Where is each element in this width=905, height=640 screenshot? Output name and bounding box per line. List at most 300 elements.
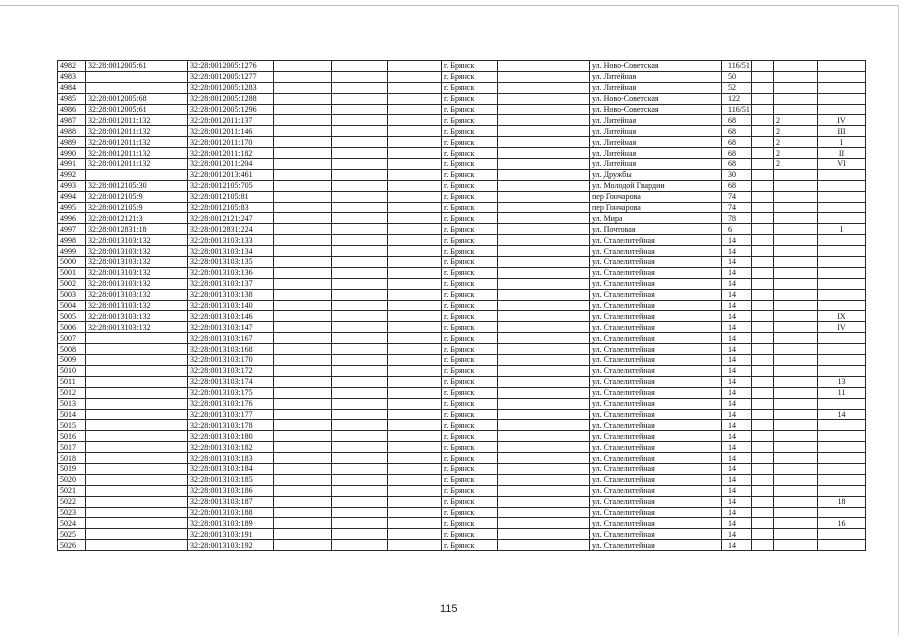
cell-cadastral: 32:28:0013103:138 [188,289,274,300]
cell-city: г. Брянск [442,159,498,170]
cell-c7 [498,496,590,507]
cell-section [774,485,818,496]
cell-c7 [498,180,590,191]
cell-house: 74 [722,191,752,202]
cell-num: 4999 [58,246,86,257]
cell-c7 [498,115,590,126]
cell-c4 [332,93,388,104]
cell-house: 116/51 [722,61,752,72]
cell-c5 [388,398,442,409]
cell-c10 [752,289,774,300]
table-row [58,61,866,72]
cell-c10 [752,82,774,93]
cell-c7 [498,202,590,213]
cell-street: ул. Сталелитейная [590,333,722,344]
cell-section [774,257,818,268]
cell-parent_cadastral: 32:28:0013103:132 [86,246,188,257]
cell-c3 [274,365,332,376]
cell-street: ул. Литейная [590,126,722,137]
cell-c3 [274,431,332,442]
cell-c10 [752,257,774,268]
cell-street: ул. Сталелитейная [590,474,722,485]
table-row [58,463,866,474]
cell-parent_cadastral [86,431,188,442]
cell-c7 [498,518,590,529]
cell-roman [818,213,866,224]
cell-c4 [332,257,388,268]
cell-street: ул. Сталелитейная [590,355,722,366]
cell-house: 14 [722,485,752,496]
table-row [58,191,866,202]
cell-parent_cadastral: 32:28:0013103:132 [86,289,188,300]
cell-city: г. Брянск [442,257,498,268]
table-row [58,71,866,82]
cell-street: ул. Сталелитейная [590,257,722,268]
cell-house: 14 [722,344,752,355]
cell-cadastral: 32:28:0013103:188 [188,507,274,518]
cell-parent_cadastral [86,409,188,420]
table-row [58,300,866,311]
cell-cadastral: 32:28:0013103:167 [188,333,274,344]
cell-section [774,322,818,333]
cell-house: 14 [722,355,752,366]
cell-street: ул. Сталелитейная [590,496,722,507]
cell-cadastral: 32:28:0012011:204 [188,159,274,170]
cell-c10 [752,420,774,431]
cell-cadastral: 32:28:0013103:176 [188,398,274,409]
cell-c5 [388,235,442,246]
cell-city: г. Брянск [442,507,498,518]
table-row [58,224,866,235]
cell-house: 68 [722,137,752,148]
cell-c3 [274,246,332,257]
cell-num: 5015 [58,420,86,431]
cell-c7 [498,442,590,453]
table-row [58,322,866,333]
cell-roman [818,235,866,246]
cell-c5 [388,431,442,442]
cell-c7 [498,507,590,518]
cell-section [774,104,818,115]
cell-c5 [388,518,442,529]
cell-section [774,191,818,202]
cell-cadastral: 32:28:0012011:137 [188,115,274,126]
cell-cadastral: 32:28:0013103:175 [188,387,274,398]
table-row [58,278,866,289]
cell-num: 5026 [58,540,86,551]
cell-roman [818,267,866,278]
cell-c3 [274,485,332,496]
cell-num: 5007 [58,333,86,344]
cell-c7 [498,431,590,442]
cell-city: г. Брянск [442,115,498,126]
cell-c5 [388,507,442,518]
cell-cadastral: 32:28:0012011:182 [188,148,274,159]
cell-num: 5001 [58,267,86,278]
cell-cadastral: 32:28:0013103:134 [188,246,274,257]
cell-c5 [388,180,442,191]
cell-roman [818,61,866,72]
table-row [58,529,866,540]
cell-city: г. Брянск [442,104,498,115]
cell-c7 [498,82,590,93]
table-row [58,202,866,213]
cell-num: 5004 [58,300,86,311]
cell-street: ул. Сталелитейная [590,322,722,333]
cell-street: ул. Литейная [590,71,722,82]
cell-street: ул. Сталелитейная [590,246,722,257]
cell-roman [818,93,866,104]
cell-parent_cadastral [86,333,188,344]
scan-right-edge [898,5,899,635]
cell-section [774,180,818,191]
cell-cadastral: 32:28:0013103:168 [188,344,274,355]
cell-street: ул. Сталелитейная [590,453,722,464]
cell-street: ул. Сталелитейная [590,529,722,540]
cell-house: 14 [722,518,752,529]
cell-num: 5019 [58,463,86,474]
cell-roman [818,453,866,464]
cell-street: ул. Почтовая [590,224,722,235]
cell-cadastral: 32:28:0013103:180 [188,431,274,442]
cell-c7 [498,213,590,224]
cell-c3 [274,180,332,191]
cell-city: г. Брянск [442,409,498,420]
cell-c3 [274,278,332,289]
cell-cadastral: 32:28:0013103:189 [188,518,274,529]
cell-num: 5024 [58,518,86,529]
cell-section [774,442,818,453]
cell-city: г. Брянск [442,398,498,409]
cell-section [774,420,818,431]
cell-section [774,431,818,442]
cell-c3 [274,61,332,72]
cell-section [774,235,818,246]
cell-c7 [498,104,590,115]
cell-city: г. Брянск [442,474,498,485]
cell-cadastral: 32:28:0012105:705 [188,180,274,191]
cell-section [774,518,818,529]
cell-roman [818,365,866,376]
cell-c5 [388,442,442,453]
scan-top-edge [0,5,898,6]
cell-house: 14 [722,496,752,507]
cell-section [774,246,818,257]
cell-c5 [388,224,442,235]
cell-city: г. Брянск [442,344,498,355]
cell-c5 [388,496,442,507]
cell-c3 [274,191,332,202]
cell-c5 [388,93,442,104]
cell-section [774,71,818,82]
table-row [58,387,866,398]
cell-parent_cadastral: 32:28:0012105:9 [86,202,188,213]
table-row [58,82,866,93]
cell-cadastral: 32:28:0012005:1276 [188,61,274,72]
cell-c7 [498,93,590,104]
cell-c5 [388,322,442,333]
cell-roman [818,355,866,366]
cell-cadastral: 32:28:0013103:140 [188,300,274,311]
cell-parent_cadastral [86,365,188,376]
table-row [58,398,866,409]
cell-c4 [332,453,388,464]
cell-num: 4993 [58,180,86,191]
page-number: 115 [440,603,458,615]
cell-c3 [274,496,332,507]
cell-city: г. Брянск [442,148,498,159]
cell-num: 4986 [58,104,86,115]
cell-c3 [274,376,332,387]
registry-table [57,60,866,551]
cell-c4 [332,159,388,170]
cell-street: ул. Ново-Советская [590,104,722,115]
cell-parent_cadastral: 32:28:0013103:132 [86,235,188,246]
cell-house: 68 [722,115,752,126]
cell-c4 [332,61,388,72]
cell-section [774,463,818,474]
cell-section [774,453,818,464]
cell-c4 [332,409,388,420]
cell-c10 [752,398,774,409]
cell-c7 [498,126,590,137]
cell-c10 [752,235,774,246]
cell-c3 [274,355,332,366]
cell-c5 [388,267,442,278]
cell-street: ул. Сталелитейная [590,365,722,376]
cell-num: 4989 [58,137,86,148]
table-row [58,180,866,191]
cell-cadastral: 32:28:0013103:137 [188,278,274,289]
cell-c10 [752,137,774,148]
cell-num: 4984 [58,82,86,93]
cell-c5 [388,300,442,311]
cell-c4 [332,387,388,398]
cell-c3 [274,300,332,311]
cell-c4 [332,322,388,333]
cell-parent_cadastral: 32:28:0012011:132 [86,126,188,137]
cell-c3 [274,311,332,322]
cell-street: ул. Сталелитейная [590,485,722,496]
cell-parent_cadastral [86,529,188,540]
cell-c10 [752,540,774,551]
cell-c10 [752,474,774,485]
cell-c5 [388,104,442,115]
cell-house: 52 [722,82,752,93]
cell-parent_cadastral [86,169,188,180]
cell-city: г. Брянск [442,529,498,540]
cell-street: ул. Сталелитейная [590,420,722,431]
cell-house: 68 [722,148,752,159]
cell-c4 [332,463,388,474]
cell-house: 78 [722,213,752,224]
cell-section [774,224,818,235]
cell-parent_cadastral [86,485,188,496]
cell-parent_cadastral: 32:28:0012105:30 [86,180,188,191]
cell-c3 [274,235,332,246]
cell-house: 68 [722,180,752,191]
cell-c4 [332,485,388,496]
cell-street: ул. Сталелитейная [590,267,722,278]
cell-section [774,409,818,420]
cell-cadastral: 32:28:0012121:247 [188,213,274,224]
cell-c3 [274,409,332,420]
cell-street: ул. Сталелитейная [590,300,722,311]
cell-street: ул. Литейная [590,137,722,148]
cell-street: ул. Сталелитейная [590,540,722,551]
cell-roman [818,289,866,300]
cell-section [774,333,818,344]
cell-num: 4991 [58,159,86,170]
cell-section [774,267,818,278]
cell-parent_cadastral [86,420,188,431]
cell-num: 5023 [58,507,86,518]
cell-cadastral: 32:28:0013103:135 [188,257,274,268]
cell-section [774,355,818,366]
cell-c4 [332,442,388,453]
table-row [58,420,866,431]
cell-num: 5014 [58,409,86,420]
cell-city: г. Брянск [442,300,498,311]
cell-street: ул. Сталелитейная [590,344,722,355]
cell-c4 [332,191,388,202]
cell-house: 14 [722,409,752,420]
cell-parent_cadastral: 32:28:0013103:132 [86,278,188,289]
cell-house: 14 [722,474,752,485]
cell-c4 [332,213,388,224]
cell-section [774,387,818,398]
cell-c7 [498,61,590,72]
cell-street: пер Гончарова [590,202,722,213]
cell-c5 [388,71,442,82]
cell-street: ул. Сталелитейная [590,289,722,300]
cell-num: 4992 [58,169,86,180]
cell-house: 14 [722,246,752,257]
cell-c4 [332,71,388,82]
cell-c3 [274,137,332,148]
cell-section: 2 [774,159,818,170]
cell-c3 [274,344,332,355]
cell-c7 [498,267,590,278]
cell-c4 [332,365,388,376]
cell-house: 14 [722,300,752,311]
cell-section [774,474,818,485]
cell-roman [818,257,866,268]
cell-section [774,398,818,409]
cell-street: ул. Сталелитейная [590,442,722,453]
cell-street: ул. Литейная [590,159,722,170]
cell-section [774,213,818,224]
cell-c4 [332,148,388,159]
cell-street: ул. Литейная [590,115,722,126]
table-row [58,104,866,115]
cell-c7 [498,409,590,420]
cell-c3 [274,267,332,278]
cell-roman: 13 [818,376,866,387]
cell-c7 [498,278,590,289]
table-row [58,333,866,344]
cell-city: г. Брянск [442,235,498,246]
cell-c4 [332,224,388,235]
cell-c10 [752,387,774,398]
cell-roman: II [818,148,866,159]
cell-c5 [388,246,442,257]
cell-num: 5003 [58,289,86,300]
cell-roman [818,540,866,551]
cell-c10 [752,159,774,170]
cell-roman: I [818,224,866,235]
cell-c10 [752,496,774,507]
cell-city: г. Брянск [442,191,498,202]
cell-c4 [332,355,388,366]
cell-num: 5020 [58,474,86,485]
cell-c4 [332,104,388,115]
cell-c10 [752,71,774,82]
cell-c3 [274,453,332,464]
cell-cadastral: 32:28:0012005:1296 [188,104,274,115]
table-row [58,442,866,453]
cell-city: г. Брянск [442,311,498,322]
cell-house: 14 [722,529,752,540]
cell-c5 [388,257,442,268]
cell-street: ул. Сталелитейная [590,235,722,246]
cell-parent_cadastral: 32:28:0013103:132 [86,311,188,322]
cell-house: 74 [722,202,752,213]
cell-cadastral: 32:28:0013103:146 [188,311,274,322]
cell-c10 [752,518,774,529]
cell-c10 [752,246,774,257]
cell-c5 [388,148,442,159]
cell-roman [818,191,866,202]
cell-parent_cadastral: 32:28:0012005:61 [86,61,188,72]
cell-c7 [498,246,590,257]
cell-c7 [498,529,590,540]
cell-c5 [388,278,442,289]
cell-cadastral: 32:28:0013103:133 [188,235,274,246]
cell-c5 [388,344,442,355]
cell-city: г. Брянск [442,93,498,104]
cell-cadastral: 32:28:0012005:1288 [188,93,274,104]
cell-num: 5005 [58,311,86,322]
cell-num: 5010 [58,365,86,376]
cell-house: 14 [722,311,752,322]
cell-c4 [332,289,388,300]
cell-roman [818,104,866,115]
cell-c4 [332,300,388,311]
cell-parent_cadastral [86,376,188,387]
cell-c7 [498,224,590,235]
cell-parent_cadastral: 32:28:0013103:132 [86,322,188,333]
cell-roman [818,333,866,344]
cell-c7 [498,257,590,268]
cell-house: 14 [722,278,752,289]
cell-c3 [274,333,332,344]
cell-city: г. Брянск [442,169,498,180]
cell-section: 2 [774,148,818,159]
cell-num: 5021 [58,485,86,496]
cell-cadastral: 32:28:0013103:178 [188,420,274,431]
cell-c3 [274,148,332,159]
cell-house: 14 [722,431,752,442]
cell-c5 [388,376,442,387]
cell-c5 [388,126,442,137]
cell-city: г. Брянск [442,431,498,442]
cell-num: 5006 [58,322,86,333]
cell-street: ул. Сталелитейная [590,387,722,398]
cell-roman: IV [818,115,866,126]
cell-c3 [274,518,332,529]
table-row [58,540,866,551]
